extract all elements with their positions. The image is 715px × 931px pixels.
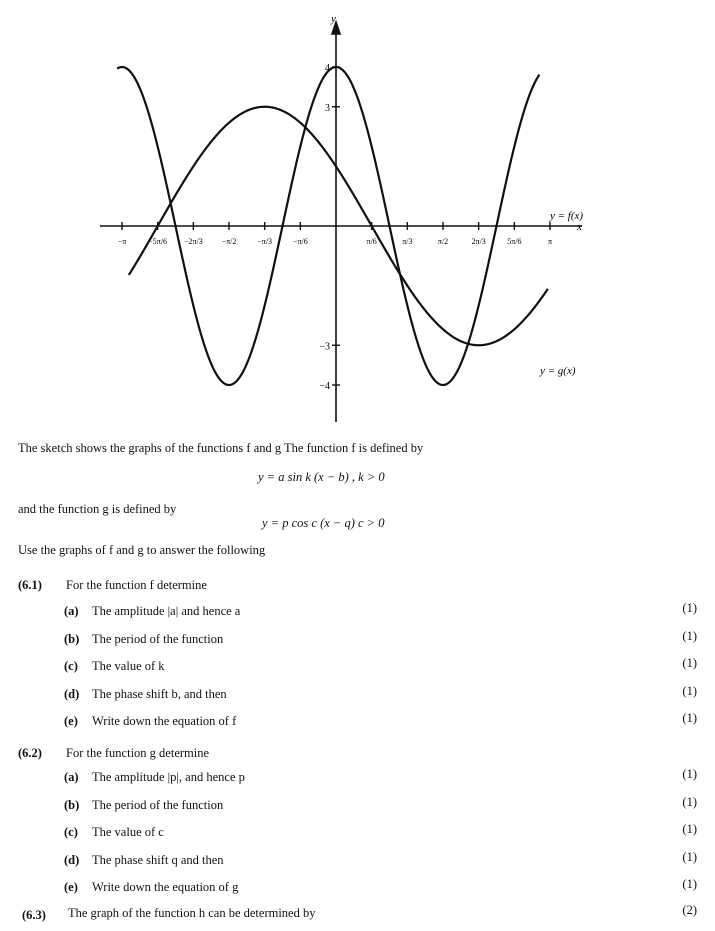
y-tick-label: 4 bbox=[325, 63, 330, 74]
item-text: Write down the equation of f bbox=[92, 714, 237, 728]
intro-text: The sketch shows the graphs of the functions f and g The function f is defined by bbox=[18, 441, 424, 455]
y-ticks bbox=[319, 63, 340, 392]
item-marks: (1) bbox=[682, 656, 697, 670]
item-marks: (1) bbox=[682, 849, 697, 864]
x-tick-label: −5π/6 bbox=[148, 237, 168, 246]
x-tick-label: −π/3 bbox=[257, 237, 273, 246]
and-g-text: and the function g is defined by bbox=[18, 502, 177, 516]
item-text: The value of k bbox=[92, 659, 165, 673]
item-letter: (a) bbox=[64, 770, 79, 784]
q61-number: (6.1) bbox=[18, 578, 42, 592]
q62-text: For the function g determine bbox=[66, 746, 210, 760]
item-marks: (1) bbox=[682, 601, 697, 615]
q63-text: The graph of the function h can be determined by bbox=[68, 906, 316, 920]
q63-number: (6.3) bbox=[22, 908, 46, 922]
item-text: The period of the function bbox=[92, 631, 224, 646]
q63-marks: (2) bbox=[682, 903, 697, 917]
item-text: The phase shift q and then bbox=[92, 852, 224, 867]
item-text: The period of the function bbox=[92, 797, 224, 812]
x-tick-label: −π/2 bbox=[221, 237, 237, 246]
item-marks: (1) bbox=[682, 822, 697, 836]
item-text: The amplitude |a| and hence a bbox=[92, 604, 241, 618]
item-marks: (1) bbox=[682, 794, 697, 809]
item-letter: (b) bbox=[64, 797, 80, 812]
x-tick-label: π bbox=[547, 237, 553, 246]
item-text: The amplitude |p|, and hence p bbox=[92, 770, 245, 784]
equation-g: y = p cos c (x − q) c > 0 bbox=[262, 516, 385, 530]
q61-text: For the function f determine bbox=[66, 578, 207, 592]
x-axis-label: x bbox=[577, 221, 582, 233]
item-marks: (1) bbox=[682, 683, 697, 698]
y-tick-label: −4 bbox=[319, 381, 330, 392]
x-tick-label: 2π/3 bbox=[471, 237, 486, 246]
y-axis-label: y bbox=[331, 13, 336, 25]
item-marks: (1) bbox=[682, 711, 697, 725]
item-letter: (c) bbox=[64, 825, 78, 839]
item-letter: (d) bbox=[64, 852, 80, 867]
item-letter: (a) bbox=[64, 604, 79, 618]
x-tick-label: −π/6 bbox=[292, 237, 308, 246]
x-tick-label: π/6 bbox=[366, 237, 377, 246]
series-f-label: y = f(x) bbox=[550, 210, 584, 222]
y-tick-label: 3 bbox=[325, 102, 330, 114]
x-tick-label: −π bbox=[117, 237, 127, 246]
series-g-label: y = g(x) bbox=[540, 365, 576, 377]
item-marks: (1) bbox=[682, 767, 697, 781]
item-text: The value of c bbox=[92, 825, 164, 839]
use-text: Use the graphs of f and g to answer the following bbox=[18, 543, 266, 557]
x-tick-label: π/2 bbox=[437, 237, 449, 246]
x-tick-label: π/3 bbox=[402, 237, 413, 246]
item-marks: (1) bbox=[682, 877, 697, 891]
item-letter: (c) bbox=[64, 659, 78, 673]
item-letter: (e) bbox=[64, 880, 78, 894]
item-marks: (1) bbox=[682, 628, 697, 643]
item-letter: (d) bbox=[64, 686, 80, 701]
x-tick-label: −2π/3 bbox=[183, 237, 203, 246]
q62-number: (6.2) bbox=[18, 746, 42, 760]
axes bbox=[100, 22, 582, 422]
equation-f: y = a sin k (x − b) , k > 0 bbox=[258, 470, 385, 484]
y-tick-label: −3 bbox=[319, 341, 330, 353]
function-graph bbox=[0, 0, 715, 425]
item-text: The phase shift b, and then bbox=[92, 686, 227, 701]
item-text: Write down the equation of g bbox=[92, 880, 239, 894]
item-letter: (e) bbox=[64, 714, 78, 728]
x-tick-label: 5π/6 bbox=[507, 237, 522, 246]
item-letter: (b) bbox=[64, 631, 80, 646]
